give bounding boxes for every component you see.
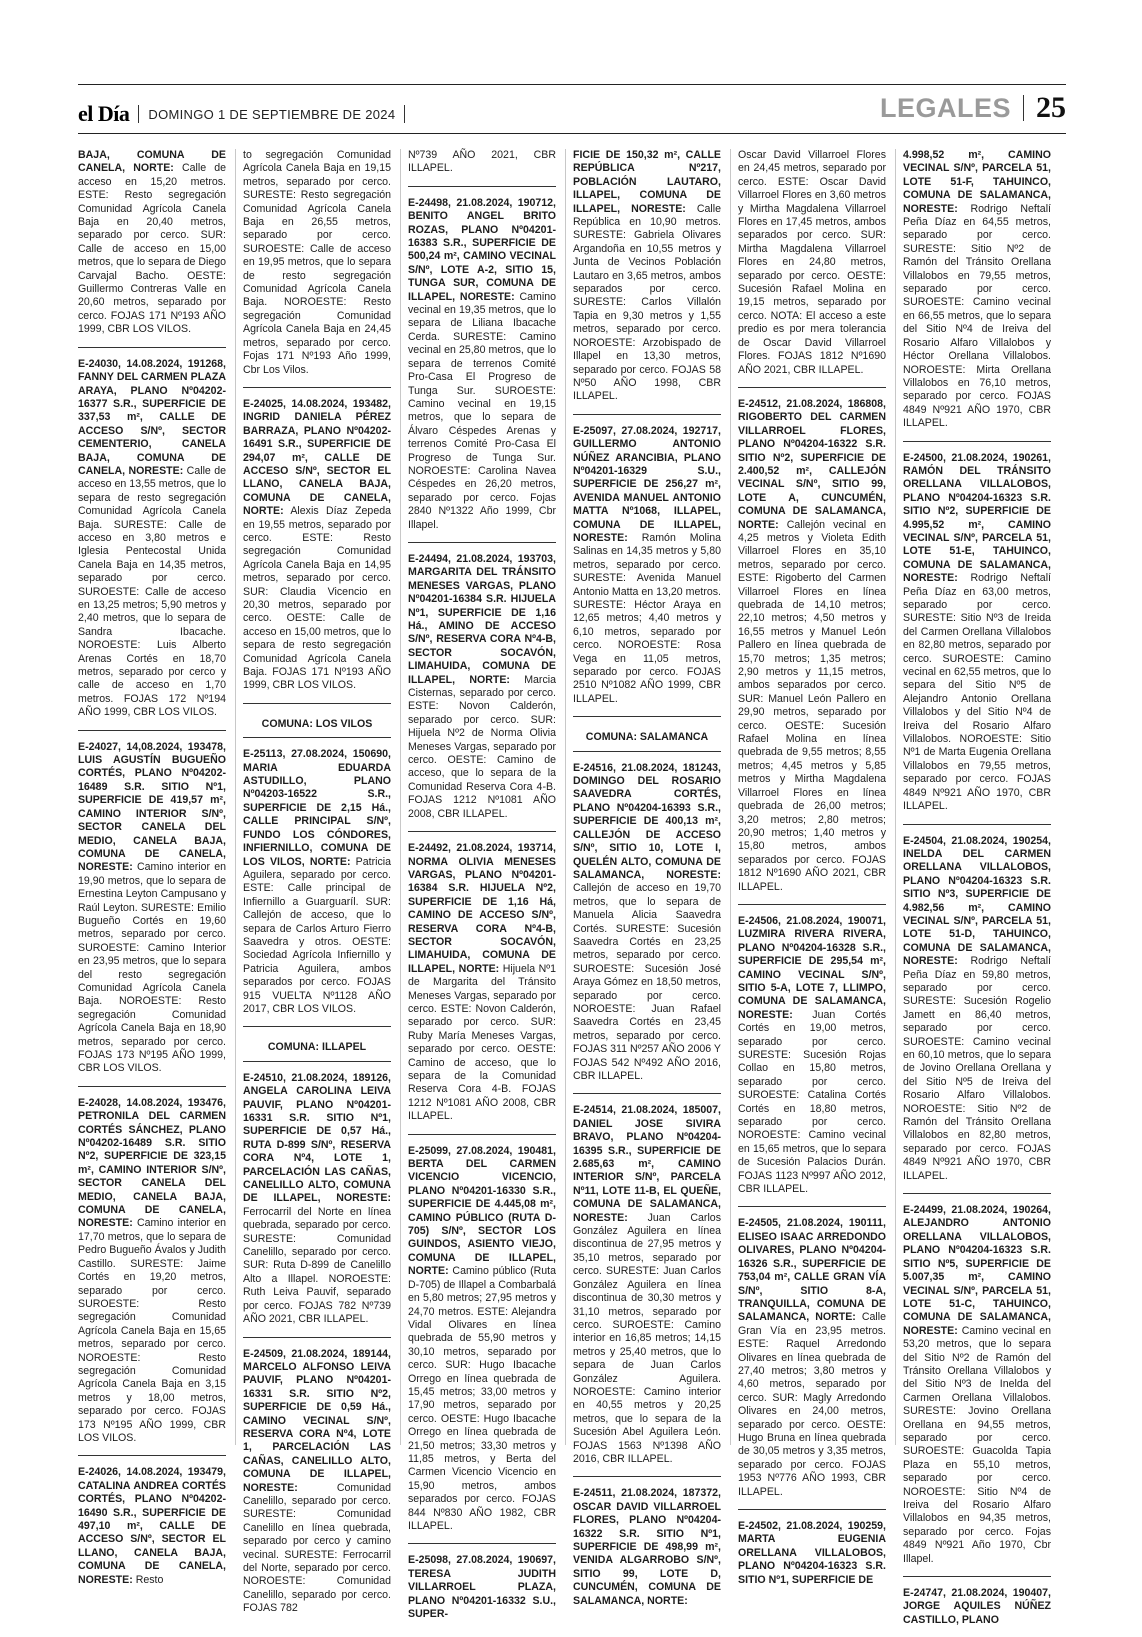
notice-heading: E-24505, 21.08.2024, 190111, ELISEO ISAAC ARREDONDO OLIVARES, PLANO Nº04204-16326 S.R., SUPERFICIE DE 753,04 m², CALLE GRAN VÍA S/Nº, SITIO 8-A, TRANQUILLA, COMUNA DE SALAMANCA, NORTE: [738, 1217, 886, 1324]
notice-body: Camino vecinal en 53,20 metros, que lo separa del Sitio Nº2 de Ramón del Tránsito Orellana Villalobos y del Sitio Nº3 de Inelda del Carmen Orellana Villalobos. SURESTE: Jovino Orellana Orellana en 94,55 metros, separado por cerco. SUROESTE: Guacolda Tapia Plaza en 55,10 metros, separado por cerco. NOROESTE: Sitio Nº4 de Ireiva del Rosario Alfaro Villalobos en 94,35 metros, separado por cerco. Fojas 4849 Nº921 Año 1970, Cbr Illapel. [903, 1324, 1051, 1565]
legal-notice [78, 741, 226, 1087]
notice-body: Camino interior en 17,70 metros, que lo separa de Pedro Bugueño Ávalos y Judith Castillo. SURESTE: Jaime Cortés en 19,20 metros, separado por cerco. SUROESTE: Resto segregación Comunidad Agrícola Canela Baja en 15,65 metros, separado por cerco. NOROESTE: Resto segregación Comunidad Agrícola Canela Baja en 3,15 metros y 18,00 metros, separado por cerco. FOJAS 173 Nº195 AÑO 1999, CBR LOS VILOS. [78, 1217, 226, 1444]
notice-body: Rodrigo Neftalí Peña Díaz en 64,55 metros, separado por cerco. SURESTE: Sitio Nº2 de Ramón del Tránsito Orellana Villalobos en 79,55 metros, separado por cerco. SUROESTE: Camino vecinal en 66,55 metros, que lo separa del Sitio Nº4 de Ireiva del Rosario Alfaro Villalobos y Héctor Orellana Villalobos. NOROESTE: Mirta Orellana Villalobos en 76,10 metros, separado por cerco. FOJAS 4849 Nº921 AÑO 1970, CBR ILLAPEL. [903, 202, 1051, 430]
notice-body: to segregación Comunidad Agrícola Canela Baja en 19,15 metros, separado por cerco. SURESTE: Resto segregación Comunidad Agrícola Canela Baja en 26,55 metros, separado por cerco. SUROESTE: Calle de acceso en 19,95 metros, que lo separa de resto segregación Comunidad Agrícola Canela Baja. NOROESTE: Resto segregación Comunidad Agrícola Canela Baja en 24,45 metros, separado por cerco. Fojas 171 Nº193 Año 1999, Cbr Los Vilos. [243, 149, 391, 376]
notice-body: Calle República en 10,90 metros. SURESTE: Gabriela Olivares Argandoña en 10,55 metros y Junta de Vecinos Población Lautaro en 3,65 metros, ambos separados por cerco. SURESTE: Carlos Villalón Tapia en 9,30 metros y 1,55 metros, separado por cerco. NOROESTE: Arzobispado de Illapel en 13,30 metros, separado por cerco. FOJAS 58 Nº50 AÑO 1998, CBR ILLAPEL. [573, 202, 721, 403]
notice-heading: E-25098, 27.08.2024, 190697, TERESA JUDITH VILLARROEL PLAZA, PLANO Nº04201-16332 S.U., SUPER- [408, 1554, 556, 1621]
legal-notice [903, 835, 1051, 1195]
notice-body: Juan Carlos González Aguilera en línea discontinua de 27,95 metros y 35,10 metros, separado por cerco. SURESTE: Juan Carlos González Aguilera en línea discontinua de 30,30 metros y 31,10 metros, separado por cerco. SUROESTE: Camino interior en 16,85 metros; 14,15 metros y 25,40 metros, que lo separa de Juan Carlos González Aguilera. NOROESTE: Camino interior en 40,55 metros y 20,25 metros, que lo separa de la Sucesión Abel Aguilera León. FOJAS 1563 Nº1398 AÑO 2016, CBR ILLAPEL. [573, 1211, 721, 1465]
notice-heading: E-25113, 27.08.2024, 150690, MARIA EDUARDA ASTUDILLO, PLANO Nº04203-16522 S.R., SUPERFICIE DE 2,15 Há., CALLE PRINCIPAL S/Nº, FUNDO LOS CÓNDORES, INFIERNILLO, COMUNA DE LOS VILOS, NORTE: [243, 748, 391, 868]
notice-body: Patricia Aguilera, separado por cerco. ESTE: Calle principal de Infiernillo a Guarguaríl. SUR: Callejón de acceso, que lo separa de Carlos Arturo Fierro Saavedra y otros. OESTE: Sociedad Agrícola Infiernillo y Patricia Aguilera, ambos separados por cerco. FOJAS 915 VUELTA Nº1128 AÑO 2017, CBR LOS VILOS. [243, 855, 391, 1015]
legal-notice [573, 425, 721, 718]
legal-notice [738, 398, 886, 905]
notice-heading: E-24514, 21.08.2024, 185007, DANIEL JOSE SIVIRA BRAVO, PLANO Nº04204-16395 S.R., SUPERFICIE DE 2.685,63 m², CAMINO INTERIOR S/Nº, PARCELA Nº11, LOTE 11-B, EL QUEÑE, COMUNA DE SALAMANCA, NORESTE: [573, 1104, 721, 1224]
comuna-heading: COMUNA: ILLAPEL [243, 1037, 391, 1061]
notice-body: Resto [132, 1573, 164, 1586]
comuna-heading: COMUNA: SALAMANCA [573, 727, 721, 751]
legal-notice [903, 149, 1051, 442]
notice-body: Nº739 AÑO 2021, CBR ILLAPEL. [408, 149, 556, 175]
notice-body: Hijuela Nº1 de Margarita del Tránsito Meneses Vargas, separado por cerco. ESTE: Novon Calderón, separado por cerco. SUR: Ruby María Meneses Vargas, separado por cerco. OESTE: Camino de acceso, que lo separa de la Comunidad Reserva Cora 4-B. FOJAS 1212 Nº1081 AÑO 2008, CBR ILLAPEL. [408, 962, 557, 1123]
legal-notice [903, 1204, 1051, 1577]
column-3 [408, 149, 557, 1621]
column-rule [730, 149, 731, 1445]
legal-notice [903, 1587, 1051, 1637]
brand-logo: el Día [78, 101, 130, 126]
legal-notice [243, 1348, 391, 1626]
header-divider [404, 105, 405, 123]
notice-heading: E-24027, 14,08.2024, 193478, LUIS AGUSTÍN BUGUEÑO CORTÉS, PLANO Nº04202-16489 S.R. SITIO Nº1, SUPERFICIE DE 419,57 m², CAMINO INTERIOR S/Nº, SECTOR CANELA DEL MEDIO, CANELA BAJA, COMUNA DE CANELA, NORESTE: [78, 740, 226, 874]
legal-notice [78, 1097, 226, 1457]
notice-heading: E-24506, 21.08.2024, 190071, LUZMIRA RIVERA RIVERA, PLANO Nº04204-16328 S.R., SUPERFICIE DE 295,54 m², CAMINO VECINAL S/Nº, SITIO 5-A, LOTE 7, LLIMPO, COMUNA DE SALAMANCA, NORESTE: [738, 914, 886, 1021]
notice-heading: BAJA, COMUNA DE CANELA, NORTE: [78, 149, 226, 175]
notice-body: Calle Gran Vía en 23,95 metros. ESTE: Raquel Arredondo Olivares en línea quebrada de 27,40 metros; 3,80 metros y 4,60 metros, separado por cerco. SUR: Magly Arredondo Olivares en 24,00 metros, separado por cerco. OESTE: Hugo Bruna en línea quebrada de 30,05 metros y 3,35 metros, separado por cerco. FOJAS 1953 Nº776 AÑO 1993, CBR ILLAPEL. [738, 1311, 886, 1498]
notice-heading: E-24028, 14.08.2024, 193476, PETRONILA DEL CARMEN CORTÉS SÁNCHEZ, PLANO Nº04202-16489 S.R. SITIO Nº2, SUPERFICIE DE 323,15 m², CAMINO INTERIOR S/Nº, SECTOR CANELA DEL MEDIO, CANELA BAJA, COMUNA DE CANELA, NORESTE: [78, 1096, 226, 1230]
notice-heading: E-25097, 27.08.2024, 192717, GUILLERMO ANTONIO NÚÑEZ ARANCIBIA, PLANO Nº04201-16329 S.U., SUPERFICIE DE 256,27 m², AVENIDA MANUEL ANTONIO MATTA Nº1068, ILLAPEL, COMUNA DE ILLAPEL, NORESTE: [573, 424, 721, 544]
legal-notice [738, 915, 886, 1208]
notice-heading: E-24025, 14.08.2024, 193482, INGRID DANIELA PÉREZ BARRAZA, PLANO Nº04202-16491 S.R., SUPERFICIE DE 294,07 m², CALLE DE ACCESO S/Nº, SECTOR EL LLANO, CANELA BAJA, COMUNA DE CANELA, NORTE: [243, 397, 391, 518]
legal-notice [78, 358, 226, 731]
notice-heading: 4.998,52 m², CAMINO VECINAL S/Nº, PARCELA 51, LOTE 51-F, TAHUINCO, COMUNA DE SALAMANCA, NORESTE: [903, 149, 1051, 215]
notice-body: Marcia Cisternas, separado por cerco. ESTE: Novon Calderón, separado por cerco. SUR: Hijuela Nº2 de Norma Olivia Meneses Vargas, separado por cerco. OESTE: Camino de acceso, que lo separa de la Comunidad Reserva Cora 4-B. FOJAS 1212 Nº1081 AÑO 2008, CBR ILLAPEL. [408, 673, 556, 820]
notice-body: Rodrigo Neftalí Peña Díaz en 59,80 metros, separado por cerco. SURESTE: Sucesión Rogelio Jamett en 86,40 metros, separado por cerco. SUROESTE: Camino vecinal en 60,10 metros, que lo separa de Jovino Orellana Orellana y del Sitio Nº5 de Ireiva del Rosario Alfaro Villalobos. NOROESTE: Sitio Nº2 de Ramón del Tránsito Orellana Villalobos en 82,80 metros, separado por cerco. FOJAS 4849 Nº921 AÑO 1970, CBR ILLAPEL. [903, 955, 1051, 1182]
legal-notice [408, 553, 556, 832]
notice-heading: E-24026, 14.08.2024, 193479, CATALINA ANDREA CORTÉS CORTÉS, PLANO Nº04202-16490 S.R., SUPERFICIE DE 497,10 m², CALLE DE ACCESO S/Nº, SECTOR EL LLANO, CANELA BAJA, COMUNA DE CANELA, NORESTE: [78, 1466, 226, 1586]
column-rule [565, 149, 566, 1445]
legal-notice [243, 149, 391, 388]
legal-notice [78, 1466, 226, 1597]
notice-heading: E-24499, 21.08.2024, 190264, ALEJANDRO ANTONIO ORELLANA VILLALOBOS, PLANO Nº04204-16323 S.R. SITIO Nº5, SUPERFICIE DE 5.007,35 m², CAMINO VECINAL S/Nº, PARCELA 51, LOTE 51-C, TAHUINCO, COMUNA DE SALAMANCA, NORESTE: [903, 1204, 1051, 1337]
notice-body: Camino interior en 19,90 metros, que lo separa de Ernestina Leyton Campusano y Raúl Leyton. SURESTE: Emilio Bugueño Cortés en 19,60 metros, separado por cerco. SUROESTE: Camino Interior en 23,95 metros, que lo separa del resto segregación Comunidad Agrícola Canela Baja. NOROESTE: Resto segregación Comunidad Agrícola Canela Baja en 18,90 metros, separado por cerco. FOJAS 173 Nº195 AÑO 1999, CBR LOS VILOS. [78, 861, 226, 1075]
masthead [78, 100, 414, 128]
column-2 [243, 149, 391, 1615]
section-title: LEGALES [879, 92, 1011, 123]
notice-heading: E-24502, 21.08.2024, 190259, MARTA EUGENIA ORELLANA VILLALOBOS, PLANO Nº04204-16323 S.R. SITIO Nº1, SUPERFICIE DE [738, 1520, 886, 1586]
notice-heading: E-24492, 21.08.2024, 193714, NORMA OLIVIA MENESES VARGAS, PLANO Nº04201-16384 S.R. HIJUELA Nº2, SUPERFICIE DE 1,16 Há, CAMINO DE ACCESO S/Nº, RESERVA CORA Nº4-B, SECTOR SOCAVÓN, LIMAHUIDA, COMUNA DE ILLAPEL, NORTE: [408, 842, 556, 975]
notice-body: Oscar David Villarroel Flores en 24,45 metros, separado por cerco. ESTE: Oscar David Villarroel Flores en 3,60 metros y Mirtha Magdalena Villarroel Flores en 17,45 metros, ambos separados por cerco. SUR: Mirtha Magdalena Villarroel Flores en 24,80 metros, separado por cerco. OESTE: Sucesión Rafael Molina en 19,15 metros, separado por cerco. NOTA: El acceso a este predio es por mera tolerancia de Oscar David Villarroel Flores. FOJAS 1812 Nº1690 AÑO 2021, CBR ILLAPEL. [738, 149, 886, 376]
notice-body: Alexis Díaz Zepeda en 19,55 metros, separado por cerco. ESTE: Resto segregación Comunidad Agrícola Canela Baja en 14,95 metros, separado por cerco. SUR: Claudia Vicencio en 20,30 metros, separado por cerco. OESTE: Calle de acceso en 15,00 metros, que lo separa de resto segregación Comunidad Agrícola Canela Baja. FOJAS 171 Nº193 AÑO 1999, CBR LOS VILOS. [243, 505, 391, 692]
notice-heading: E-24504, 21.08.2024, 190254, INELDA DEL CARMEN ORELLANA VILLALOBOS, PLANO Nº04204-16323 S.R. SITIO Nº3, SUPERFICIE DE 4.982,56 m², CAMINO VECINAL S/Nº, PARCELA 51, LOTE 51-D, TAHUINCO, COMUNA DE SALAMANCA, NORESTE: [903, 834, 1051, 968]
column-4 [573, 149, 721, 1607]
column-1 [78, 149, 227, 1586]
legal-notice [408, 842, 556, 1135]
notice-heading: E-25099, 27.08.2024, 190481, BERTA DEL CARMEN VICENCIO VICENCIO, PLANO Nº04201-16330 S.R., SUPERFICIE DE 4.445,08 m², CAMINO PÚBLICO (RUTA D-705) S/Nº, SECTOR LOS GUINDOS, ASIENTO VIEJO, COMUNA DE ILLAPEL, NORTE: [408, 1144, 556, 1278]
notice-body: Rodrigo Neftalí Peña Díaz en 63,00 metros, separado por cerco. SURESTE: Sitio Nº3 de Ireida del Carmen Orellana Villalobos en 82,80 metros, separado por cerco. SUROESTE: Camino vecinal en 62,55 metros, que lo separa del Sitio Nº5 de Alejandro Antonio Orellana Villalobos y del Sitio Nº4 de Ireiva del Rosario Alfaro Villalobos. NOROESTE: Sitio Nº1 de Marta Eugenia Orellana Villalobos en 79,55 metros, separado por cerco. FOJAS 4849 Nº921 AÑO 1970, CBR ILLAPEL. [903, 572, 1051, 813]
header-divider [138, 105, 139, 123]
page-number: 25 [1036, 91, 1066, 124]
legal-notice [573, 1104, 721, 1477]
header-divider [1023, 95, 1024, 121]
comuna-heading: COMUNA: LOS VILOS [243, 714, 391, 738]
notice-body: Ferrocarril del Norte en línea quebrada, separado por cerco. SURESTE: Comunidad Canelillo, separado por cerco. SUR: Ruta D-899 de Canelillo Alto a Illapel. NOROESTE: Ruth Leiva Pauvif, separado por cerco. FOJAS 782 Nº739 AÑO 2021, CBR ILLAPEL. [243, 1205, 391, 1326]
notice-heading: FICIE DE 150,32 m², CALLE REPÚBLICA Nº217, POBLACIÓN LAUTARO, ILLAPEL, COMUNA DE ILLAPEL, NORESTE: [573, 149, 721, 215]
legal-notice [738, 1217, 886, 1510]
legal-notice [408, 1554, 556, 1631]
legal-notice [78, 149, 226, 348]
section-header [880, 88, 1066, 128]
notice-body: Calle de acceso en 13,55 metros, que lo separa de resto segregación Comunidad Agrícola Canela Baja. SURESTE: Calle de acceso en 3,80 metros e Iglesia Pentecostal Unida Canela Baja en 14,35 metros, separado por cerco. SUROESTE: Calle de acceso en 13,25 metros; 5,90 metros y 2,40 metros, que lo separa de Sandra Ibacache. NOROESTE: Luis Alberto Arenas Cortés en 18,70 metros, separado por cerco y calle de acceso en 1,70 metros. FOJAS 172 Nº194 AÑO 1999, CBR LOS VILOS. [78, 464, 227, 719]
legal-notice [243, 398, 391, 704]
legal-notice [573, 1487, 721, 1618]
legal-notice [903, 452, 1051, 825]
notice-heading: E-24500, 21.08.2024, 190261, RAMÓN DEL TRÁNSITO ORELLANA VILLALOBOS, PLANO Nº04204-16323 S.R. SITIO Nº2, SUPERFICIE DE 4.995,52 m², CAMINO VECINAL S/Nº, PARCELA 51, LOTE 51-E, TAHUINCO, COMUNA DE SALAMANCA, NORESTE: [903, 451, 1051, 585]
notice-heading: E-24516, 21.08.2024, 181243, DOMINGO DEL ROSARIO SAAVEDRA CORTÉS, PLANO Nº04204-16393 S.R., SUPERFICIE DE 400,13 m², CALLEJÓN DE ACCESO S/Nº, SITIO 10, LOTE I, QUELÉN ALTO, COMUNA DE SALAMANCA, NORESTE: [573, 761, 721, 881]
notice-heading: E-24030, 14.08.2024, 191268, FANNY DEL CARMEN PLAZA ARAYA, PLANO Nº04202-16377 S.R., SUPERFICIE DE 337,53 m², CALLE DE ACCESO S/Nº, SECTOR CEMENTERIO, CANELA BAJA, COMUNA DE CANELA, NORESTE: [78, 357, 226, 477]
notice-body: Juan Cortés Cortés en 19,00 metros, separado por cerco. SURESTE: Sucesión Rojas Collao en 15,80 metros, separado por cerco. SUROESTE: Catalina Cortés Cortés en 18,80 metros, separado por cerco. NOROESTE: Camino vecinal en 15,65 metros, que lo separa de Sucesión Palacios Durán. FOJAS 1123 Nº997 AÑO 2012, CBR ILLAPEL. [738, 1008, 886, 1196]
notice-body: Calle de acceso en 15,20 metros. ESTE: Resto segregación Comunidad Agrícola Canela Baja en 20,40 metros, separado por cerco. SUR: Calle de acceso en 15,00 metros, que lo separa de Diego Carvajal Bacho. OESTE: Guillermo Contreras Valle en 20,60 metros, separado por cerco. FOJAS 171 Nº193 AÑO 1999, CBR LOS VILOS. [78, 162, 227, 336]
notice-body: Callejón vecinal en 4,25 metros y Violeta Edith Villarroel Flores en 35,10 metros, separado por cerco. ESTE: Rigoberto del Carmen Villarroel Flores en línea quebrada de 14,10 metros; 22,10 metros; 4,50 metros y 16,55 metros y Manuel León Pallero en línea quebrada de 15,70 metros; 1,35 metros; 2,90 metros y 11,15 metros, ambos separados por cerco. SUR: Manuel León Pallero en 29,90 metros, separado por cerco. OESTE: Sucesión Rafael Molina en línea quebrada de 9,55 metros; 8,55 metros; 4,45 metros y 5,85 metros y Mirtha Magdalena Villarroel Flores en línea quebrada de 26,00 metros; 3,20 metros; 2,80 metros; 20,90 metros; 1,40 metros y 15,80 metros, ambos separados por cerco. FOJAS 1812 Nº1690 AÑO 2021, CBR ILLAPEL. [738, 518, 886, 893]
legal-notice [243, 1072, 391, 1338]
legal-notice [408, 149, 556, 187]
legal-notice [408, 197, 556, 543]
column-rule [400, 149, 401, 1445]
notice-body: Camino público (Ruta D-705) de Illapel a Combarbalá en 5,80 metros; 27,95 metros y 24,70 metros. ESTE: Alejandra Vidal Olivares en línea quebrada de 55,90 metros y 30,10 metros, separado por cerco. SUR: Hugo Ibacache Orrego en línea quebrada de 15,45 metros; 33,00 metros y 17,90 metros, separado por cerco. OESTE: Hugo Ibacache Orrego en línea quebrada de 21,50 metros; 33,30 metros y 11,85 metros, y Berta del Carmen Vicencio Vicencio en 15,90 metros, ambos separados por cerco. FOJAS 844 Nº830 AÑO 1982, CBR ILLAPEL. [408, 1265, 556, 1532]
notice-heading: E-24510, 21.08.2024, 189126, ANGELA CAROLINA LEIVA PAUVIF, PLANO Nº04201-16331 S.R. SITIO Nº1, SUPERFICIE DE 0,57 Há., RUTA D-899 S/Nº, RESERVA CORA Nº4, LOTE 1, PARCELACIÓN LAS CAÑAS, CANELILLO ALTO, COMUNA DE ILLAPEL, NORESTE: [243, 1071, 391, 1205]
notice-body: Ramón Molina Salinas en 14,35 metros y 5,80 metros, separado por cerco. SURESTE: Avenida Manuel Antonio Matta en 13,20 metros. SURESTE: Héctor Araya en 12,65 metros; 4,40 metros y 6,10 metros, separado por cerco. NOROESTE: Rosa Vega en 11,05 metros, separado por cerco. FOJAS 2510 Nº1082 AÑO 1999, CBR ILLAPEL. [573, 531, 721, 705]
column-5 [738, 149, 886, 1586]
column-rule [235, 149, 236, 1445]
legal-notice [738, 149, 886, 388]
legal-notice [573, 149, 721, 415]
legal-notice [408, 1145, 556, 1545]
legal-notice [243, 748, 391, 1027]
notice-heading: E-24747, 21.08.2024, 190407, JORGE AQUILES NÚÑEZ CASTILLO, PLANO [903, 1587, 1051, 1626]
legal-notice [738, 1520, 886, 1597]
notice-heading: E-24498, 21.08.2024, 190712, BENITO ANGEL BRITO ROZAS, PLANO Nº04201-16383 S.R., SUPERFICIE DE 500,24 m², CAMINO VECINAL S/Nº, LOTE A-2, SITIO 15, TUNGA SUR, COMUNA DE ILLAPEL, NORESTE: [408, 196, 556, 303]
notice-heading: E-24512, 21.08.2024, 186808, RIGOBERTO DEL CARMEN VILLARROEL FLORES, PLANO Nº04204-16322 S.R. SITIO Nº2, SUPERFICIE DE 2.400,52 m², CALLEJÓN VECINAL S/Nº, SITIO 99, LOTE A, CUNCUMÉN, COMUNA DE SALAMANCA, NORTE: [738, 397, 886, 531]
column-rule [895, 149, 896, 1445]
notice-heading: E-24511, 21.08.2024, 187372, OSCAR DAVID VILLARROEL FLORES, PLANO Nº04204-16322 S.R. SITIO Nº1, SUPERFICIE DE 498,99 m², VENIDA ALGARROBO S/Nº, SITIO 99, LOTE D, CUNCUMÉN, COMUNA DE SALAMANCA, NORTE: [573, 1487, 721, 1607]
legal-notice [573, 762, 721, 1095]
publication-date: DOMINGO 1 DE SEPTIEMBRE DE 2024 [148, 106, 396, 122]
notice-body: Callejón de acceso en 19,70 metros, que lo separa de Manuela Alicia Saavedra Cortés. SURESTE: Sucesión Saavedra Cortés en 23,25 metros, separado por cerco. SUROESTE: Sucesión José Araya Gómez en 18,50 metros, separado por cerco. NOROESTE: Juan Rafael Saavedra Cortés en 23,45 metros, separado por cerco. FOJAS 311 Nº257 AÑO 2006 Y FOJAS 542 Nº492 AÑO 2016, CBR ILLAPEL. [573, 882, 721, 1082]
notice-heading: E-24494, 21.08.2024, 193703, MARGARITA DEL TRÁNSITO MENESES VARGAS, PLANO Nº04201-16384 S.R. HIJUELA Nº1, SUPERFICIE DE 1,16 Há., AMINO DE ACCESO S/Nº, RESERVA CORA Nº4-B, SECTOR SOCAVÓN, LIMAHUIDA, COMUNA DE ILLAPEL, NORTE: [408, 552, 556, 686]
column-6 [903, 149, 1051, 1626]
notice-heading: E-24509, 21.08.2024, 189144, MARCELO ALFONSO LEIVA PAUVIF, PLANO Nº04201-16331 S.R. SITIO Nº2, SUPERFICIE DE 0,59 Há., CAMINO VECINAL S/Nº, RESERVA CORA Nº4, LOTE 1, PARCELACIÓN LAS CAÑAS, CANELILLO ALTO, COMUNA DE ILLAPEL, NORESTE: [243, 1347, 391, 1494]
top-rule [78, 84, 1066, 85]
notice-body: Comunidad Canelillo, separado por cerco. SURESTE: Comunidad Canelillo en línea quebrada, separado por cerco y camino vecinal. SURESTE: Ferrocarril del Norte, separado por cerco. NOROESTE: Comunidad Canelillo, separado por cerco. FOJAS 782 [243, 1481, 391, 1615]
legal-notices-columns [78, 149, 1053, 1626]
notice-body: Camino vecinal en 19,35 metros, que lo separa de Liliana Ibacache Cerda. SURESTE: Camino vecinal en 25,80 metros, que lo separa de terrenos Comité Pro-Casa El Progreso de Tunga Sur. SUROESTE: Camino vecinal en 19,15 metros, que lo separa de Álvaro Céspedes Arenas y terrenos Comité Pro-Casa El Progreso de Tunga Sur. NOROESTE: Carolina Navea Céspedes en 26,20 metros, separado por cerco. Fojas 2840 Nº1322 Año 1999, Cbr Illapel. [408, 290, 556, 531]
header-rule [78, 133, 1066, 134]
